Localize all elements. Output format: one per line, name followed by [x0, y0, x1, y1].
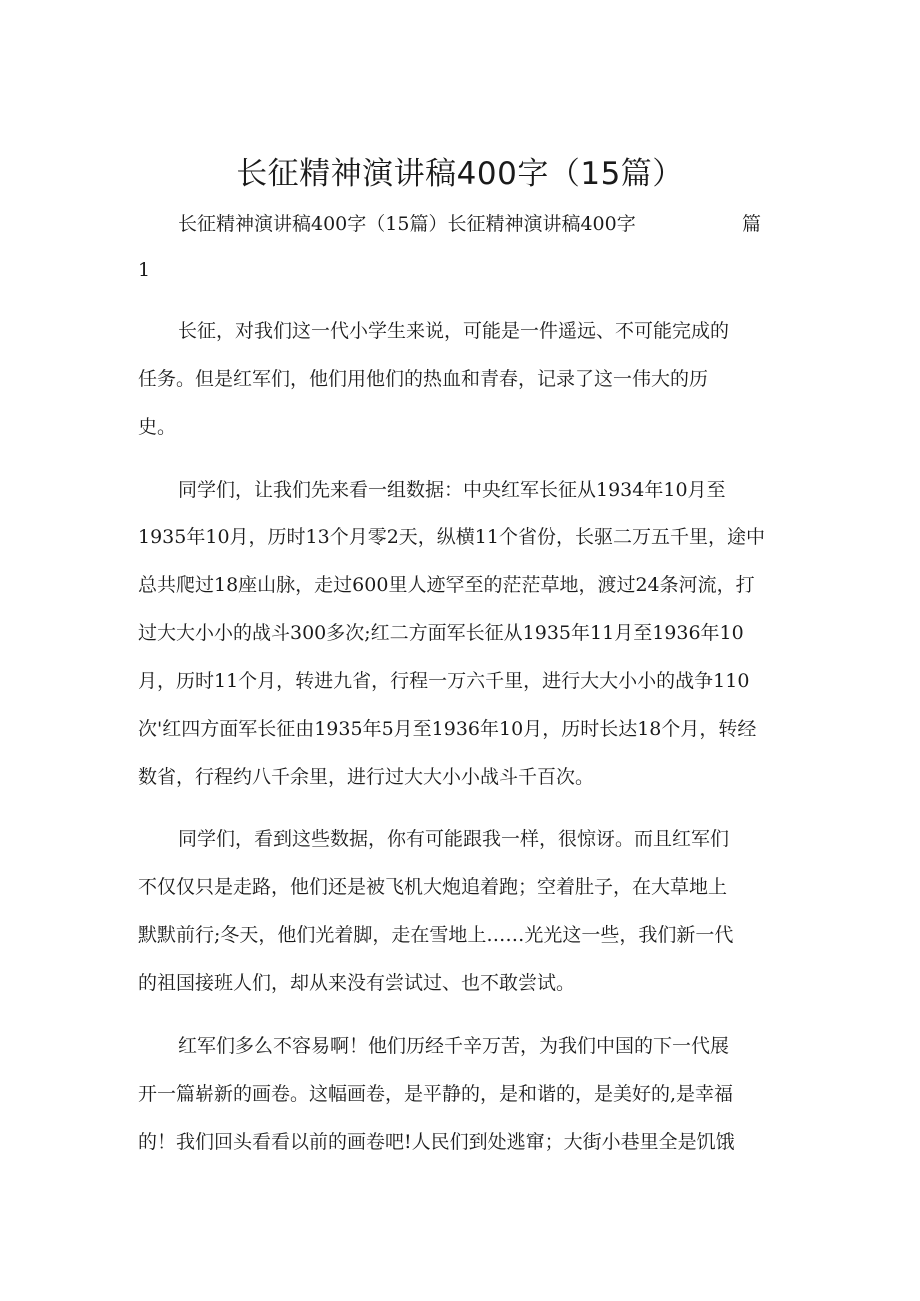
subtitle-line: 长征精神演讲稿400字（15篇）长征精神演讲稿400字 [178, 213, 636, 235]
paragraph-line: 长征，对我们这一代小学生来说，可能是一件遥远、不可能完成的 [178, 320, 730, 342]
paragraph-line: 开一篇崭新的画卷。这幅画卷，是平静的，是和谐的，是美好的,是幸福 [138, 1083, 734, 1105]
paragraph-line: 史。 [138, 416, 177, 438]
paragraph-line: 月，历时11个月，转进九省，行程一万六千里，进行大大小小的战争110 [138, 670, 750, 692]
paragraph-line: 红军们多么不容易啊！他们历经千辛万苦，为我们中国的下一代展 [178, 1035, 730, 1057]
paragraph-line: 总共爬过18座山脉，走过600里人迹罕至的茫茫草地，渡过24条河流，打 [138, 574, 755, 596]
paragraph-line: 次'红四方面军长征由1935年5月至1936年10月，历时长达18个月，转经 [138, 718, 757, 740]
paragraph-line: 同学们，看到这些数据，你有可能跟我一样，很惊讶。而且红军们 [178, 828, 730, 850]
subtitle-end: 篇 [742, 213, 762, 235]
paragraph-line: 任务。但是红军们，他们用他们的热血和青春，记录了这一伟大的历 [138, 368, 709, 390]
paragraph-line: 数省，行程约八千余里，进行过大大小小战斗千百次。 [138, 766, 595, 788]
paragraph-line: 默默前行;冬天，他们光着脚，走在雪地上……光光这一些，我们新一代 [138, 924, 734, 946]
paragraph-line: 不仅仅只是走路，他们还是被飞机大炮追着跑；空着肚子，在大草地上 [138, 876, 728, 898]
paragraph-line: 过大大小小的战斗300多次;红二方面军长征从1935年11月至1936年10 [138, 622, 744, 644]
subtitle-number: 1 [138, 259, 151, 281]
paragraph-line: 1935年10月，历时13个月零2天，纵横11个省份，长驱二万五千里，途中 [138, 526, 765, 548]
paragraph-line: 同学们，让我们先来看一组数据：中央红军长征从1934年10月至 [178, 479, 726, 501]
paragraph-line: 的！我们回头看看以前的画卷吧!人民们到处逃窜；大街小巷里全是饥饿 [138, 1131, 735, 1153]
document-title: 长征精神演讲稿400字（15篇） [236, 156, 684, 192]
paragraph-line: 的祖国接班人们，却从来没有尝试过、也不敢尝试。 [138, 972, 576, 994]
